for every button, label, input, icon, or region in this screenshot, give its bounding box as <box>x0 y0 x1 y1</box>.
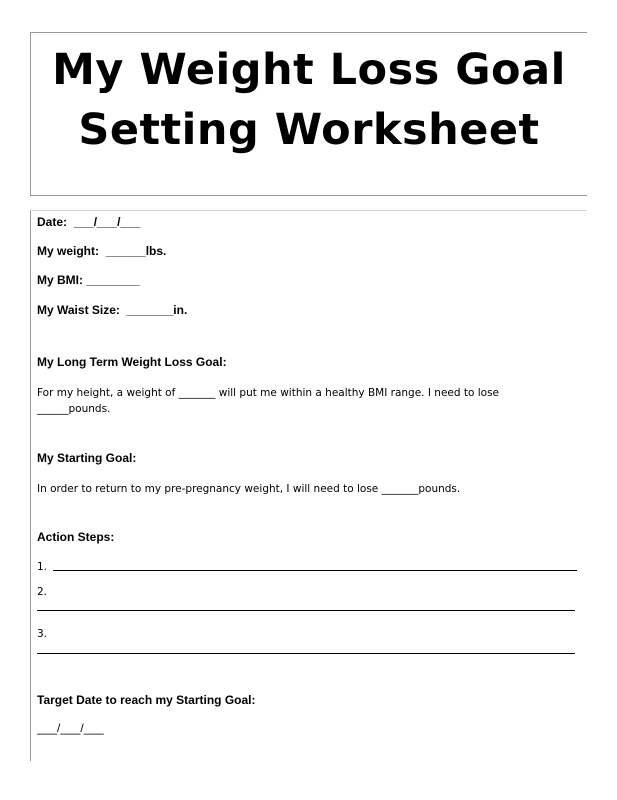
bmi-field <box>37 273 140 287</box>
worksheet-title-line-1: My Weight Loss Goal <box>52 45 566 95</box>
date-field <box>37 215 140 229</box>
bmi-label: My BMI: <box>37 273 83 287</box>
worksheet-title-line-2: Setting Worksheet <box>78 105 540 155</box>
action-step-number-3: 3. <box>37 628 48 640</box>
target-date-value: ___/___/___ <box>37 721 104 735</box>
long-term-heading: My Long Term Weight Loss Goal: <box>37 355 227 369</box>
starting-goal-text: In order to return to my pre-pregnancy weight, I will need to lose _______pounds. <box>37 483 461 495</box>
weight-field <box>37 244 166 258</box>
starting-goal-heading: My Starting Goal: <box>37 451 137 465</box>
action-steps-heading: Action Steps: <box>37 530 115 544</box>
date-label: Date: <box>37 215 68 229</box>
waist-field <box>37 303 187 317</box>
weight-label: My weight: <box>37 244 99 258</box>
worksheet-body <box>30 210 587 761</box>
action-step-number-1: 1. <box>37 561 48 573</box>
action-step-line-2 <box>37 610 575 611</box>
action-step-number-2: 2. <box>37 586 48 598</box>
waist-value: _______in. <box>126 303 188 317</box>
title-box <box>30 32 587 196</box>
action-step-line-3 <box>37 653 575 654</box>
date-value: ___/___/___ <box>73 215 141 229</box>
waist-label: My Waist Size: <box>37 303 120 317</box>
target-date-heading: Target Date to reach my Starting Goal: <box>37 693 256 707</box>
action-step-line-1 <box>53 570 577 571</box>
long-term-text: For my height, a weight of _______ will put me within a healthy BMI range. I need to lose ______pounds. <box>37 387 500 415</box>
weight-value: ______lbs. <box>105 244 167 258</box>
bmi-value: ________ <box>86 273 140 287</box>
